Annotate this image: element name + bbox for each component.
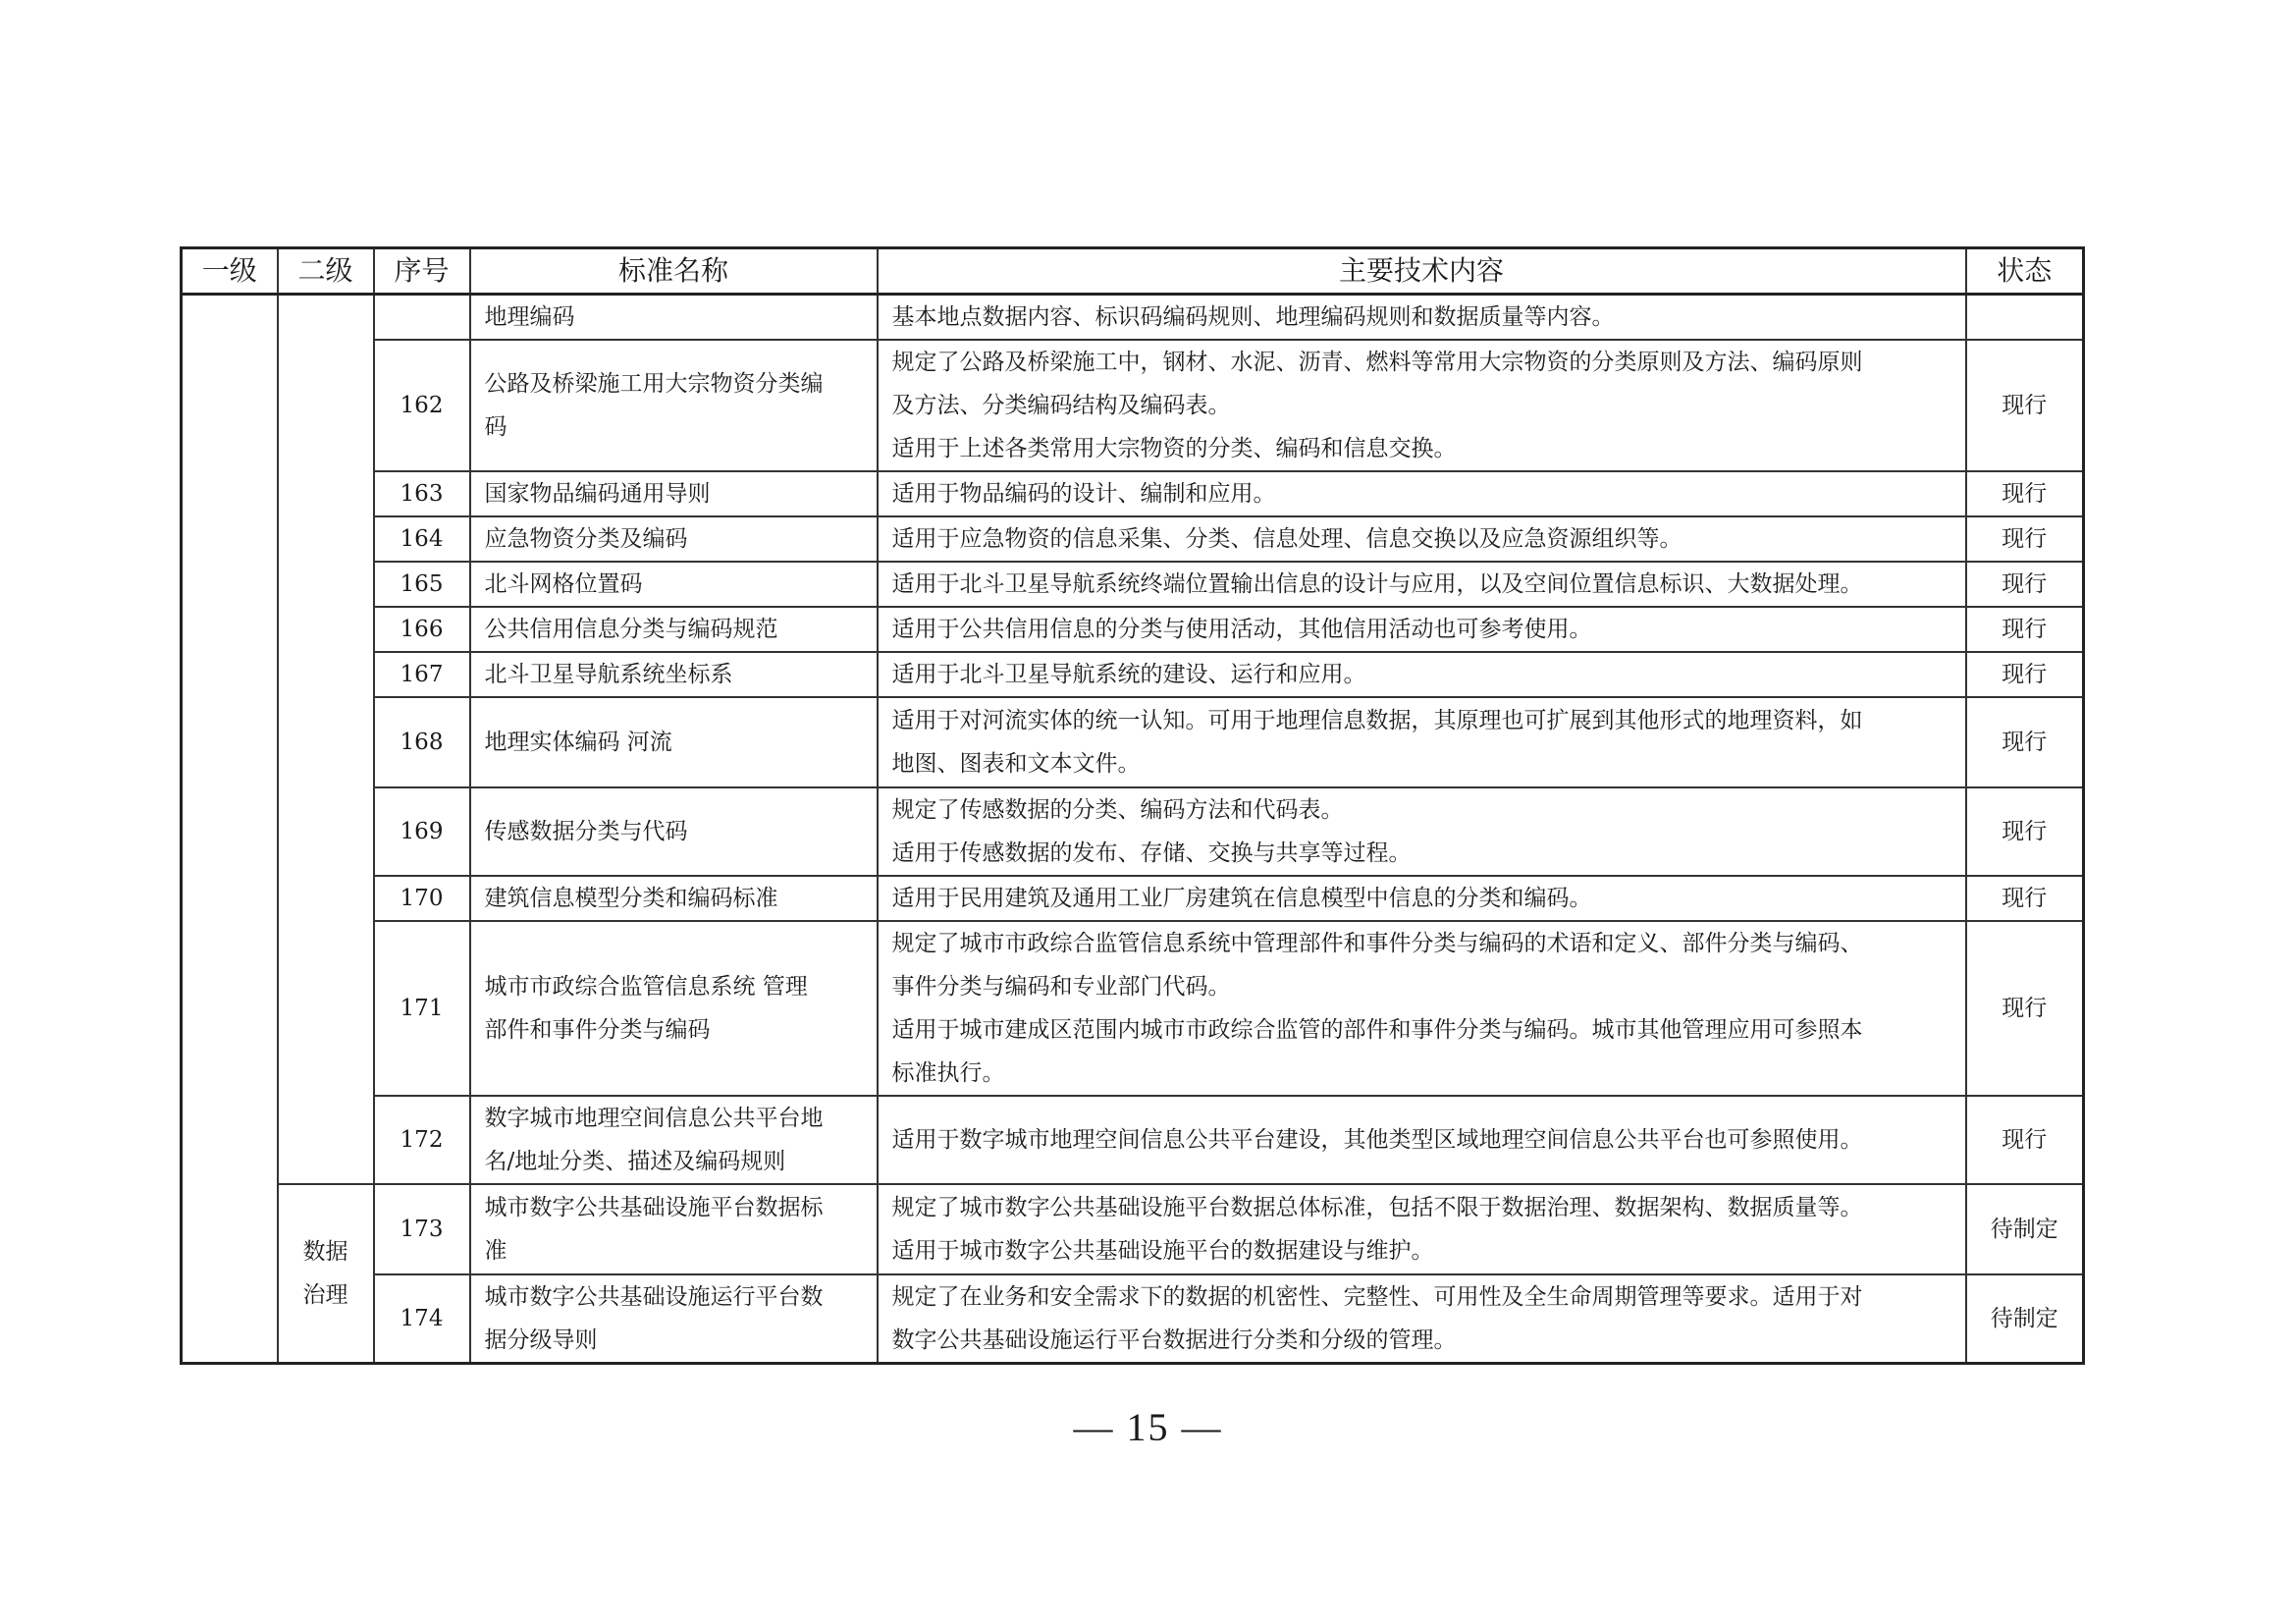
standard-name-line: 国家物品编码通用导则 <box>484 481 711 507</box>
technical-content-line: 规定了城市数字公共基础设施平台数据总体标准，包括不限于数据治理、数据架构、数据质量等。 <box>891 1195 1863 1220</box>
status-cell: 现行 <box>1966 1096 2084 1184</box>
standard-name-line: 城市市政综合监管信息系统 管理 <box>484 974 808 1000</box>
header-content: 主要技术内容 <box>878 248 1966 295</box>
technical-content-cell <box>878 340 1966 471</box>
status-cell: 现行 <box>1966 787 2084 876</box>
seq-cell: 173 <box>374 1184 470 1274</box>
standard-name-line: 传感数据分类与代码 <box>484 819 688 844</box>
table-header-row <box>182 248 2084 295</box>
technical-content-line: 事件分类与编码和专业部门代码。 <box>891 974 1231 1000</box>
table-row <box>182 876 2084 921</box>
technical-content-line: 地图、图表和文本文件。 <box>891 751 1141 777</box>
status-cell: 待制定 <box>1966 1274 2084 1364</box>
standard-name-cell <box>470 471 878 516</box>
table-row <box>182 516 2084 562</box>
seq-cell: 165 <box>374 562 470 607</box>
seq-cell: 171 <box>374 921 470 1096</box>
header-status: 状态 <box>1966 248 2084 295</box>
table-row <box>182 607 2084 652</box>
status-cell: 现行 <box>1966 876 2084 921</box>
level2-group-label <box>278 1184 374 1364</box>
technical-content-line: 适用于传感数据的发布、存储、交换与共享等过程。 <box>891 840 1412 866</box>
technical-content-line: 标准执行。 <box>891 1060 1005 1086</box>
seq-cell: 170 <box>374 876 470 921</box>
seq-cell: 163 <box>374 471 470 516</box>
standard-name-line: 建筑信息模型分类和编码标准 <box>484 886 778 911</box>
standard-name-cell <box>470 876 878 921</box>
standard-name-line: 名/地址分类、描述及编码规则 <box>484 1149 786 1174</box>
standard-name-cell <box>470 562 878 607</box>
technical-content-line: 适用于北斗卫星导航系统的建设、运行和应用。 <box>891 662 1366 687</box>
table-row <box>182 787 2084 876</box>
technical-content-cell <box>878 697 1966 787</box>
status-cell: 现行 <box>1966 607 2084 652</box>
technical-content-line: 及方法、分类编码结构及编码表。 <box>891 393 1231 418</box>
technical-content-line: 数字公共基础设施运行平台数据进行分类和分级的管理。 <box>891 1327 1457 1353</box>
standard-name-line: 数字城市地理空间信息公共平台地 <box>484 1106 824 1131</box>
standard-name-cell <box>470 1184 878 1274</box>
technical-content-line: 规定了在业务和安全需求下的数据的机密性、完整性、可用性及全生命周期管理等要求。适用于对 <box>891 1284 1863 1310</box>
technical-content-line: 规定了公路及桥梁施工中，钢材、水泥、沥青、燃料等常用大宗物资的分类原则及方法、编码原则 <box>891 350 1863 375</box>
status-cell: 现行 <box>1966 697 2084 787</box>
standard-name-line: 据分级导则 <box>484 1327 598 1353</box>
technical-content-cell <box>878 562 1966 607</box>
table-body <box>182 295 2084 1364</box>
technical-content-line: 适用于北斗卫星导航系统终端位置输出信息的设计与应用，以及空间位置信息标识、大数据处理。 <box>891 571 1863 597</box>
technical-content-line: 适用于民用建筑及通用工业厂房建筑在信息模型中信息的分类和编码。 <box>891 886 1592 911</box>
standard-name-line: 公路及桥梁施工用大宗物资分类编 <box>484 371 824 397</box>
group-label-line: 数据 <box>302 1239 348 1265</box>
table-row <box>182 921 2084 1096</box>
technical-content-line: 适用于数字城市地理空间信息公共平台建设，其他类型区域地理空间信息公共平台也可参照使用。 <box>891 1127 1863 1153</box>
status-cell: 现行 <box>1966 340 2084 471</box>
status-cell: 现行 <box>1966 921 2084 1096</box>
seq-cell: 164 <box>374 516 470 562</box>
seq-cell <box>374 295 470 341</box>
seq-cell: 167 <box>374 652 470 697</box>
seq-cell: 174 <box>374 1274 470 1364</box>
table-row <box>182 1096 2084 1184</box>
standard-name-line: 码 <box>484 414 507 440</box>
seq-cell: 166 <box>374 607 470 652</box>
standard-name-line: 准 <box>484 1238 507 1264</box>
table-row <box>182 1184 2084 1274</box>
seq-cell: 172 <box>374 1096 470 1184</box>
technical-content-cell <box>878 1096 1966 1184</box>
technical-content-line: 适用于上述各类常用大宗物资的分类、编码和信息交换。 <box>891 436 1457 461</box>
technical-content-line: 适用于物品编码的设计、编制和应用。 <box>891 481 1276 507</box>
technical-content-cell <box>878 516 1966 562</box>
standard-name-cell <box>470 607 878 652</box>
page-number: — 15 — <box>1073 1405 1223 1449</box>
seq-cell: 162 <box>374 340 470 471</box>
seq-cell: 168 <box>374 697 470 787</box>
level1-cell <box>182 295 278 1364</box>
standard-name-cell <box>470 516 878 562</box>
status-cell: 现行 <box>1966 652 2084 697</box>
table-row <box>182 562 2084 607</box>
header-name: 标准名称 <box>470 248 878 295</box>
standard-name-cell <box>470 295 878 341</box>
table-row <box>182 697 2084 787</box>
standard-name-cell <box>470 921 878 1096</box>
status-cell: 现行 <box>1966 471 2084 516</box>
standard-name-line: 北斗网格位置码 <box>484 571 643 597</box>
technical-content-cell <box>878 787 1966 876</box>
status-cell: 待制定 <box>1966 1184 2084 1274</box>
header-level2: 二级 <box>278 248 374 295</box>
technical-content-cell <box>878 471 1966 516</box>
standard-name-line: 应急物资分类及编码 <box>484 526 688 552</box>
technical-content-line: 适用于城市建成区范围内城市市政综合监管的部件和事件分类与编码。城市其他管理应用可参照本 <box>891 1017 1863 1043</box>
table-row <box>182 471 2084 516</box>
technical-content-line: 适用于应急物资的信息采集、分类、信息处理、信息交换以及应急资源组织等。 <box>891 526 1682 552</box>
standard-name-line: 部件和事件分类与编码 <box>484 1017 711 1043</box>
table-row <box>182 340 2084 471</box>
technical-content-line: 适用于城市数字公共基础设施平台的数据建设与维护。 <box>891 1238 1434 1264</box>
standard-name-line: 地理实体编码 河流 <box>484 730 672 755</box>
header-seq: 序号 <box>374 248 470 295</box>
standard-name-line: 公共信用信息分类与编码规范 <box>484 617 778 642</box>
group-label-line: 治理 <box>302 1282 348 1308</box>
standard-name-cell <box>470 787 878 876</box>
technical-content-line: 适用于公共信用信息的分类与使用活动，其他信用活动也可参考使用。 <box>891 617 1592 642</box>
table-row <box>182 1274 2084 1364</box>
technical-content-cell <box>878 1274 1966 1364</box>
table-row <box>182 652 2084 697</box>
standard-name-cell <box>470 1096 878 1184</box>
table-row <box>182 295 2084 341</box>
technical-content-cell <box>878 295 1966 341</box>
technical-content-line: 规定了城市市政综合监管信息系统中管理部件和事件分类与编码的术语和定义、部件分类与编码、 <box>891 931 1863 956</box>
level2-cell <box>278 295 374 1185</box>
technical-content-cell <box>878 607 1966 652</box>
technical-content-line: 适用于对河流实体的统一认知。可用于地理信息数据，其原理也可扩展到其他形式的地理资料，如 <box>891 708 1863 733</box>
technical-content-cell <box>878 1184 1966 1274</box>
standard-name-line: 地理编码 <box>484 304 575 330</box>
status-cell: 现行 <box>1966 516 2084 562</box>
standard-name-cell <box>470 1274 878 1364</box>
standard-name-line: 北斗卫星导航系统坐标系 <box>484 662 733 687</box>
standard-name-line: 城市数字公共基础设施运行平台数 <box>484 1284 824 1310</box>
technical-content-line: 规定了传感数据的分类、编码方法和代码表。 <box>891 797 1344 823</box>
standards-table <box>180 246 2085 1365</box>
standard-name-line: 城市数字公共基础设施平台数据标 <box>484 1195 824 1220</box>
seq-cell: 169 <box>374 787 470 876</box>
technical-content-line: 基本地点数据内容、标识码编码规则、地理编码规则和数据质量等内容。 <box>891 304 1615 330</box>
status-cell <box>1966 295 2084 341</box>
standard-name-cell <box>470 340 878 471</box>
technical-content-cell <box>878 876 1966 921</box>
standard-name-cell <box>470 652 878 697</box>
status-cell: 现行 <box>1966 562 2084 607</box>
standard-name-cell <box>470 697 878 787</box>
technical-content-cell <box>878 921 1966 1096</box>
technical-content-cell <box>878 652 1966 697</box>
header-level1: 一级 <box>182 248 278 295</box>
